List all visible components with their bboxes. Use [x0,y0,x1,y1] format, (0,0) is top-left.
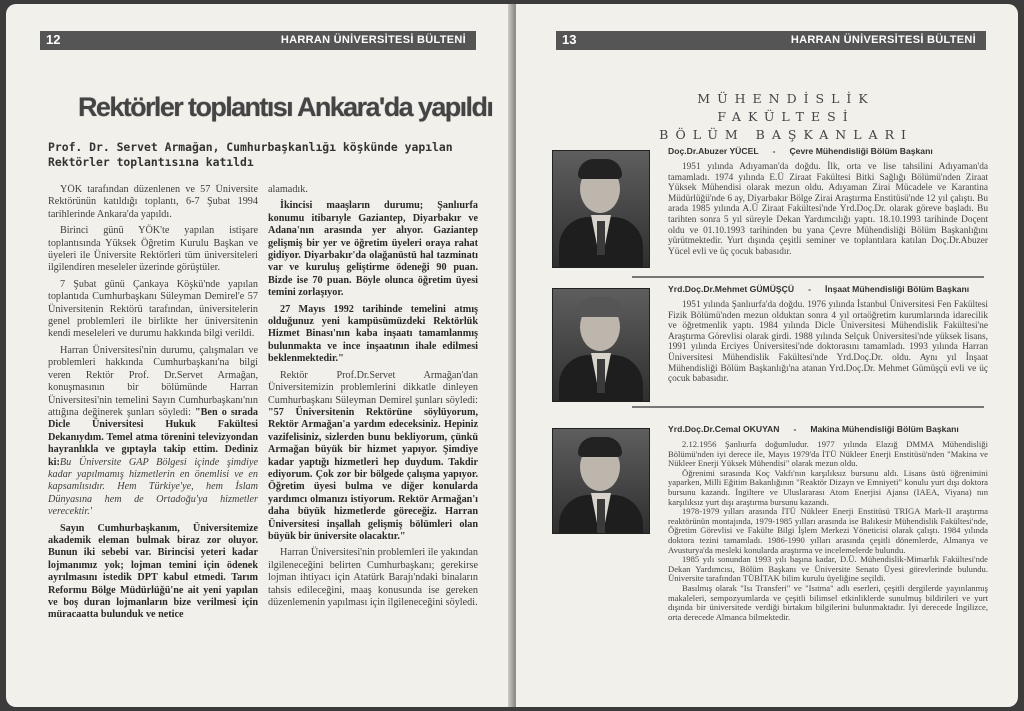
col2-p3-intro: Rektör Prof.Dr.Servet Armağan'dan Üniversitemizin problemlerini dikkatle dinleyen Cumhurbaşkanı Süleyman Demirel şunları söyledi: [268,369,478,406]
person-1-text [668,146,988,257]
person-3-bio-paragraph-1: 2.12.1956 Şanlıurfa doğumludur. 1977 yılında Elazığ DMMA Mühendisliği Bölümü'nden iyi derece ile, Mayıs 1979'da İTÜ Nükleer Enerji Enstitüsü'nden "Makina ve Nükleer Enerji Yüksek Mühendisi" olarak mezun oldu. [668,439,988,469]
col1-p4-quote-italic: Bu Üniversite GAP Bölgesi içinde şimdiye kadar yapılmamış hizmetlerin en önemlisi ve en kapsamlısıdır. Hem Türkiye'ye, hem İslam Dünyasına hem de Ortadoğu'ya hizmetler verecektir.' [48,456,258,518]
left-header-title: HARRAN ÜNİVERSİTESİ BÜLTENİ [280,34,466,46]
photo-3-hair [578,437,622,457]
left-header-bar [40,31,476,50]
person-3-photo [552,428,650,534]
person-3-bio-paragraph-2: Öğrenimi sırasında Koç Vakfı'nın karşılıksız bursunu aldı. Lisans üstü öğrenimini yaparken, Milli Eğitim Bakanlığının "Reaktör Dizayn ve Emniyeti" konulu yurt dışı doktora bursunu kazandı. İngiltere ve Uluslararası Atom Enerjisi Ajansı (IAEA, Viyana) nın karşılıksız yurt dışı araştırma bursunu kazandı. [668,467,988,507]
person-3-bio [668,440,988,622]
person-3-bio-paragraph-4: 1985 yılı sonundan 1993 yılı başına kadar, D.Ü. Mühendislik-Mimarlık Fakültesi'nde Dekan Yardımcısı, Bölüm Başkanı ve Üniversite Senato Üyesi görevlerinde bulundu. Üniversite tarafından TÜBİTAK bilim kurulu üyeliğine seçildi. [668,554,988,584]
photo-2-tie [597,359,605,393]
article-column-1 [48,184,258,694]
faculty-title-line-2: BÖLÜM BAŞKANLARI [659,127,913,142]
col2-paragraph-2: 27 Mayıs 1992 tarihinde temelini atmış olduğunuz yeni kampüsümüzdeki Rektörlük Hizmet Binası'nın kaba inşaatı tamamlanmış bulunmakta ve ince inşaatının ihale edilmesi beklenmektedir." [268,303,478,365]
col1-paragraph-4 [48,345,258,519]
right-header-title: HARRAN ÜNİVERSİTESİ BÜLTENİ [790,34,976,46]
separator-rule-1 [632,276,984,278]
person-3-position: Makina Mühendisliği Bölüm Başkanı [810,424,959,434]
person-3-text [668,424,988,622]
person-3-bio-paragraph-5: Basılmış olarak "Isı Transferi" ve "Isıtma" adlı eserleri, çeşitli dergilerde yayınlanmış makaleleri, sempozyumlarda ve çeşitli bilimsel etkinliklerde sunulmuş bildirileri ve yurt dışında bir üniversitede verdiği birtakım bilgilerini bulunmaktadır. İyi derecede İngilizce, orta derecede Almanca bilmektedir. [668,582,988,622]
person-2-text [668,284,988,385]
person-2-name: Yrd.Doç.Dr.Mehmet GÜMÜŞÇÜ [668,284,795,294]
photo-1-tie [597,221,605,255]
person-2-bio: 1951 yılında Şanlıurfa'da doğdu. 1976 yılında İstanbul Üniversitesi Fen Fakültesi Fizik Bölümü'nden mezun olduktan sonra 4 yıl ortaöğretim kurumlarında idarecilik ve öğretmenlik yaptı. 1984 yılında Dicle Üniversitesi Mühendislik Fakültesi'ne Araştırma Görevlisi olarak girdi. 1988 yılında Selçuk Üniversitesi'nde yüksek lisans, 1991 yılında Erciyes Üniversitesi'nde doktorasını tamamladı. 1993 yılında Harran Üniversitesi Mühendislik Fakültesi'nde Yrd.Doç.Dr. oldu. Aynı yıl İnşaat Mühendisliği Bölüm Başkanlığı'na atanan Yrd.Doç.Dr. Mehmet Gümüşçü evli ve üç çocuk babasıdır. [668,300,988,385]
person-1-separator: - [772,146,776,156]
photo-1-hair [578,159,622,179]
col2-p3-quote: "57 Üniversitenin Rektörüne söylüyorum, Rektör Armağan'a yardım edeceksiniz. Hepiniz vazifelisiniz, sizlerden bunu bekliyorum, çünkü Armağan büyük bir hizmet yapıyor. Şimdiye kadar yaptığı hizmetleri hep duydum. Takdir ediyorum. Çok zor bir bölgede çalışma yapıyor. Öğretim üyesi bulma ve diğer konularda yardımcı olmanızı istiyorum. Rektör Armağan'ı daha büyük hizmetlerde göreceğiz. Harran Üniversitesi inşallah gelişmiş bölümleri olan büyük bir üniversite olacaktır." [268,406,478,542]
right-header-bar [556,31,986,50]
person-2-separator: - [808,284,811,294]
person-2-photo [552,288,650,402]
article-subhead: Prof. Dr. Servet Armağan, Cumhurbaşkanlığı köşkünde yapılan Rektörler toplantısına katıldı [48,140,453,169]
person-1-name: Doç.Dr.Abuzer YÜCEL [668,146,759,156]
photo-3-tie [597,499,605,533]
col1-paragraph-3: 7 Şubat günü Çankaya Köşkü'nde yapılan toplantıda Cumhurbaşkanı Süleyman Demirel'e 57 Üniversitenin Rektörü tarafından, üniversitelerin genel problemleri ile birlikte her üniversitenin kendi meseleleri ve durumu hakkında bilgi verildi. [48,278,258,340]
person-1-heading [668,146,988,156]
col2-paragraph-4: Harran Üniversitesi'nin problemleri ile yakından ilgileneceğini belirten Cumhurbaşkanı; gerekirse lojman ihtiyacı için Atatürk Barajı'ndaki binaların tahsis edileceğini, maaş konusunda ise gereken düzenlemenin yapılması için ilgileneceğini söyledi. [268,547,478,608]
left-page [6,4,514,707]
col1-paragraph-2: Birinci günü YÖK'te yapılan istişare toplantısında Yüksek Öğretim Kurulu Başkan ve üyeleri ile Üniversite Rektörleri tüm üniversiteleri ilgilendiren meseleler üzerinde görüştüler. [48,225,258,274]
col2-paragraph-1: İkincisi maaşların durumu; Şanlıurfa konumu itibarıyle Gaziantep, Diyarbakır ve Adana'nın arasında yer alıyor. Gaziantep gelişmiş bir yer ve öğretim üyeleri oraya rahat gidiyor. Diyarbakır'da olağanüstü hal tazminatı var ve kuruluş geliştirme ödeneği 90 puan. Bizde ise 70 puan. Böyle olunca öğretim üyesi temini zorlaşıyor. [268,200,478,299]
photo-2-hair [578,297,622,317]
col1-paragraph-1: YÖK tarafından düzenlenen ve 57 Üniversite Rektörünün katıldığı toplantı, 6-7 Şubat 1994 tarihlerinde Ankara'da yapıldı. [48,184,258,220]
person-3-heading [668,424,988,434]
person-2-heading [668,284,988,294]
col1-p4-quote-bold: "Ben o sırada Dicle Üniversitesi Hukuk Fakültesi Dekanıydım. Temel atma törenini televizyondan hayranlıkla ve gıptayla takip ettim. Dediniz ki: [48,406,258,468]
col2-paragraph-0: alamadık. [268,184,308,195]
faculty-title-line-1: MÜHENDİSLİK FAKÜLTESİ [697,91,875,124]
right-page-number: 13 [562,32,577,47]
right-page [516,4,1018,707]
person-3-separator: - [793,424,797,434]
col1-p4-intro: Harran Üniversitesi'nin durumu, çalışmaları ve problemleri hakkında Cumhurbaşkanı'na bilgi veren Rektör Prof. Dr.Servet Armağan, konuşmasının bir bölümünde Harran Üniversitesi'nin temelini Sayın Cumhurbaşkanı'nın attığına değinerek şunları söyledi: [48,344,258,418]
article-column-2 [268,184,478,694]
col1-paragraph-5: Sayın Cumhurbaşkanım, Üniversitemize akademik eleman bulmak biraz zor oluyor. Bunun iki sebebi var. Birincisi yeteri kadar lojmanımız yok; lojman temini için ödenek ayrılmasını istedik DPT kabul etmedi. Tarım Reformu Bölge Müdürlüğü'ne ait yeni yapılan ve boş duran lojmanların bize verilmesi için müracaatta bulunduk ve netice [48,522,258,621]
person-1-photo [552,150,650,268]
person-2-position: İnşaat Mühendisliği Bölüm Başkanı [824,284,970,294]
person-1-bio: 1951 yılında Adıyaman'da doğdu. İlk, orta ve lise tahsilini Adıyaman'da tamamladı. 1974 yılında E.Ü Ziraat Fakültesi Bitki Sağlığı Bölümü'nden Ziraat Yüksek Mühendisi olarak mezun oldu. Adıyaman Zirai Mücadele ve Karantina Müdürlüğü'nde 6 ay, Diyarbakır Bölge Zirai Araştırma Enstitüsü'nde 12 yıl çalıştı. Bu arada 1985 yılında A.Ü Ziraat Fakültesi'nde Yrd.Doç.Dr. olarak göreve başladı. Bu tarihten sonra 5 yıl süreyle Dekan Yardımcılığı yaptı. 18.10.1993 tarihinde Doçent oldu ve 01.10.1993 tarihinden bu yana Çevre Mühendisliği Bölüm Başkanlığını yürütmektedir. Yurt dışında çeşitli seminer ve toplantılara katılan Doç.Dr.Abuzer Yücel evli ve üç çocuk babasıdır. [668,162,988,257]
person-1-position: Çevre Mühendisliği Bölüm Başkanı [789,146,933,156]
left-page-number: 12 [46,32,61,47]
article-headline: Rektörler toplantısı Ankara'da yapıldı [78,92,493,122]
separator-rule-2 [632,406,984,408]
faculty-title [636,90,936,144]
person-3-name: Yrd.Doç.Dr.Cemal OKUYAN [668,424,780,434]
person-3-bio-paragraph-3: 1978-1979 yılları arasında İTÜ Nükleer Enerji Enstitüsü TRIGA Mark-II araştırma reaktörünün montajında, 1979-1985 yılları arasında ise Balıkesir Mühendislik Fakültesi'nde, Öğretim Görevlisi ve Fakülte Bilgi İşlem Merkezi Yöneticisi olarak çalıştı. 1984 yılında doktora tezini tamamladı. 1986-1990 yılları arasında çeşitli dönemlerde, Almanya ve Avusturya'da mesleki konularda araştırma ve incelemelerde bulundu. [668,506,988,555]
col2-paragraph-3 [268,370,478,544]
